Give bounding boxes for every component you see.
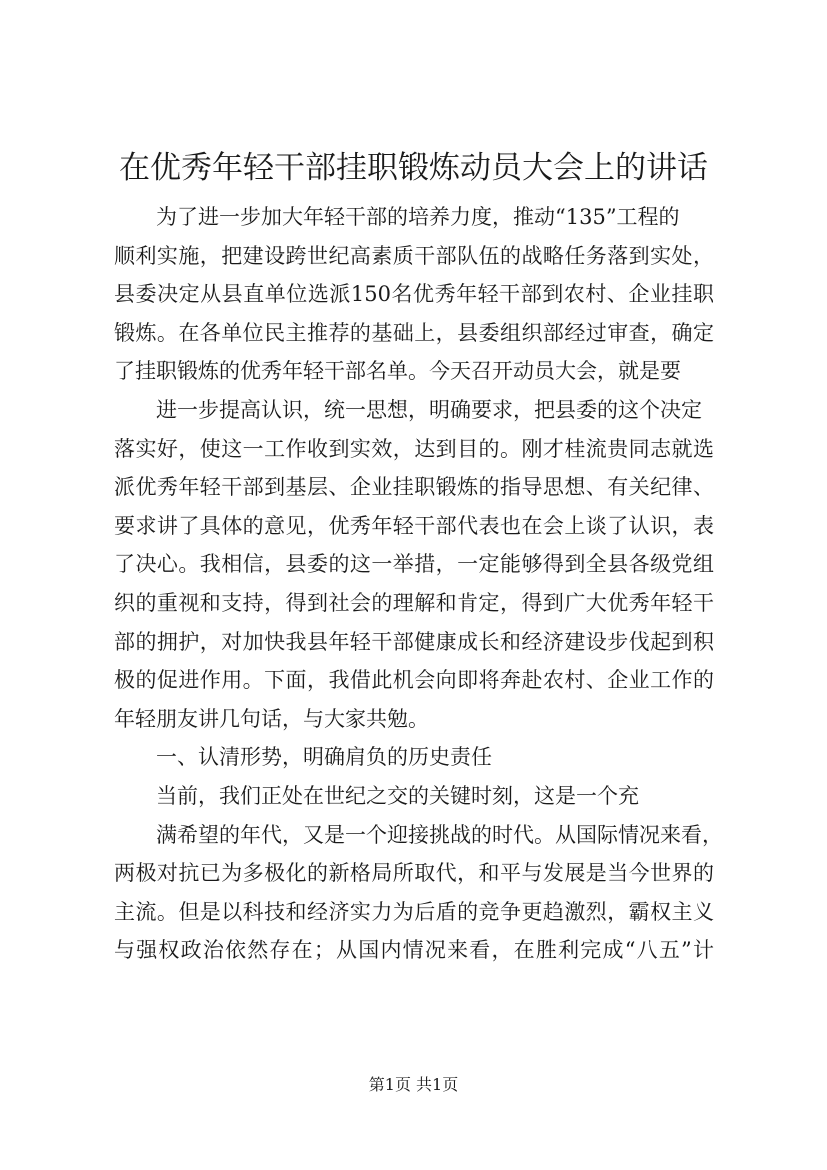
text-line: 进一步提高认识，统一思想，明确要求，把县委的这个决定 (156, 397, 702, 422)
text-line: 两极对抗已为多极化的新格局所取代，和平与发展是当今世界的 (114, 861, 714, 886)
text-line: 落实好，使这一工作收到实效，达到目的。刚才桂流贵同志就选 (114, 436, 714, 461)
text-line: 当前，我们正处在世纪之交的关键时刻，这是一个充 (156, 783, 639, 808)
text-line: 年轻朋友讲几句话，与大家共勉。 (114, 706, 429, 731)
document-body (114, 198, 723, 970)
text-line: 极的促进作用。下面，我借此机会向即将奔赴农村、企业工作的 (114, 668, 714, 693)
text-line: 主流。但是以科技和经济实力为后盾的竞争更趋激烈，霸权主义 (114, 899, 714, 924)
text-line: 为了进一步加大年轻干部的培养力度，推动“135”工程的 (156, 205, 680, 229)
text-line: 部的拥护，对加快我县年轻干部健康成长和经济建设步伐起到积 (114, 629, 714, 654)
text-line: 织的重视和支持，得到社会的理解和肯定，得到广大优秀年轻干 (114, 590, 714, 615)
text-line: 锻炼。在各单位民主推荐的基础上，县委组织部经过审查，确定 (114, 320, 714, 345)
text-line: 县委决定从县直单位选派150名优秀年轻干部到农村、企业挂职 (114, 282, 714, 307)
text-line: 要求讲了具体的意见，优秀年轻干部代表也在会上谈了认识，表 (114, 513, 714, 538)
text-line: 派优秀年轻干部到基层、企业挂职锻炼的指导思想、有关纪律、 (114, 475, 714, 500)
text-line: 满希望的年代，又是一个迎接挑战的时代。从国际情况来看， (156, 822, 723, 847)
document-title: 在优秀年轻干部挂职锻炼动员大会上的讲话 (119, 150, 708, 186)
page-footer: 第1页 共1页 (368, 1075, 459, 1094)
text-line: 顺利实施，把建设跨世纪高素质干部队伍的战略任务落到实处， (114, 243, 714, 268)
text-line: 与强权政治依然存在；从国内情况来看，在胜利完成“八五”计 (114, 938, 714, 963)
text-line: 了挂职锻炼的优秀年轻干部名单。今天召开动员大会，就是要 (114, 359, 681, 384)
text-line: 了决心。我相信，县委的这一举措，一定能够得到全县各级党组 (114, 552, 714, 577)
section-heading: 一、认清形势，明确肩负的历史责任 (156, 745, 492, 770)
